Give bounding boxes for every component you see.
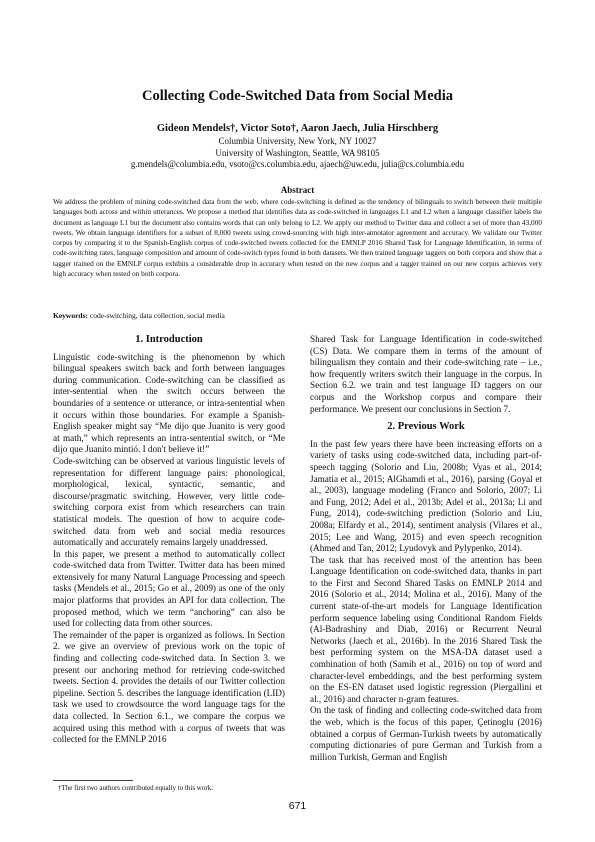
introduction-heading: 1. Introduction [135,334,203,345]
author-emails: g.mendels@columbia.edu, vsoto@cs.columbia.edu, ajaech@uw.edu, julia@cs.columbia.edu [130,159,465,169]
abstract-heading: Abstract [280,185,315,195]
affiliation-washington: University of Washington, Seattle, WA 98105 [215,147,380,158]
intro-paragraph-1: Linguistic code-switching is the phenomenon by which bilingual speakers switch back and forth between languages during communication. Code-switching can be classified as inter-sentential when the switch occurs between the boundaries of a sentence or utterance, or intra-sentential when it occurs within those boundaries. For example a Spanish-English speaker might say “Me dijo que Juanito is very good at math,” which represents an intra-sentential switch, or “Me dijo que Juanito mintió. I don't believe it!” [53,351,285,455]
affiliation-columbia: Columbia University, New York, NY 10027 [218,136,377,146]
paper-header [60,88,535,171]
author-list: Gideon Mendels†, Victor Soto†, Aaron Jaech, Julia Hirschberg [156,123,439,134]
previous-work-paragraph-2: The task that has received most of the attention has been Language Identification on code-switched data, thanks in part to the First and Second Shared Tasks on EMNLP 2014 and 2016 (Solorio et al., 2014; Molina et al., 2016). Many of the current state-of-the-art models for Language Identification perform sequence labeling using Conditional Random Fields (Al-Badrashiny and Diab, 2016) or Recurrent Neural Networks (Jaech et al., 2016b). In the 2016 Shared Task the best performing system on the MSA-DA dataset used a combination of both (Samih et al., 2016) on top of word and character-level embeddings, and the best performing system on the ES-EN dataset used logistic regression (Piergallini et al., 2016) and character n-gram features. [310,554,542,704]
intro-paragraph-3: In this paper, we present a method to automatically collect code-switched data from Twitter. Twitter data has been mined extensively for many Natural Language Processing and speech tasks (Mendels et al., 2015; Go et al., 2009) as one of the only major platforms that provides an API for data collection. The proposed method, which we term “anchoring” can also be used for collecting data from other sources. [53,548,285,629]
previous-work-heading: 2. Previous Work [387,421,465,433]
previous-work-paragraph-3: On the task of finding and collecting code-switched data from the web, which is the focus of this paper, Çetinoglu (2016) obtained a corpus of German-Turkish tweets by automatically computing dictionaries of pure German and Turkish from a million Turkish, German and English [310,705,542,762]
footnote: †The first two authors contributed equally to this work. [58,784,213,792]
right-column [310,334,542,763]
keywords-label: Keywords: [53,311,88,320]
intro-paragraph-continued: Shared Task for Language Identification in code-switched (CS) Data. We compare them in terms of the amount of bilingualism they contain and their code-switching rate – i.e., how frequently writers switch their language in the corpus. In Section 6.2. we train and test language ID taggers on our corpus and the Workshop corpus and compare their performance. We present our conclusions in Section 7. [310,334,542,414]
keywords-text: code-switching, data collection, social media [89,311,225,320]
abstract-text: We address the problem of mining code-switched data from the web, where code-switching is defined as the tendency of bilinguals to switch between their multiple languages both across and within utterances. We propose a method that identifies data as code-switched in languages L1 and L2 when a language classifier labels the document as language L1 but the document also contains words that can only belong to L2. We apply our method to Twitter data and collect a set of more than 43,000 tweets. We obtain language identifiers for a subset of 8,000 tweets using crowd-sourcing with high inter-annotator agreement and accuracy. We validate our Twitter corpus by comparing it to the Spanish-English corpus of code-switched tweets collected for the EMNLP 2016 Shared Task for Language Identification, in terms of code-switching rates, language composition and amount of code-switch types found in both datasets. We then trained language taggers on both corpora and show that a tagger trained on the EMNLP corpus exhibits a considerable drop in accuracy when tested on the new corpus and a tagger trained on our new corpus achieves very high accuracy when tested on both corpora. [53,197,542,279]
footnote-rule [53,780,133,781]
previous-work-paragraph-1: In the past few years there have been increasing efforts on a variety of tasks using code-switched data, including part-of-speech tagging (Solorio and Liu, 2008b; Vyas et al., 2014; Jamatia et al., 2015; AlGhamdi et al., 2016), parsing (Goyal et al., 2003), language modeling (Franco and Solorio, 2007; Li and Fung, 2012; Adel et al., 2013b; Adel et al., 2013a; Li and Fung, 2014), code-switching prediction (Solorio and Liu, 2008a; Elfardy et al., 2014), sentiment analysis (Vilares et al., 2015; Lee and Wang, 2015) and even speech recognition (Ahmed and Tan, 2012; Lyudovyk and Pylypenko, 2014). [310,438,542,554]
abstract-block [53,185,542,279]
page-number: 671 [288,800,307,812]
intro-paragraph-2: Code-switching can be observed at various linguistic levels of representation for different language pairs: phonological, morphological, lexical, syntactic, semantic, and discourse/pragmatic switching. However, very little code-switching corpora exist from which researchers can train statistical models. The question of how to acquire code-switched data from web and social media resources automatically and accurately remains largely unaddressed. [53,455,285,548]
paper-title: Collecting Code-Switched Data from Social Media [141,88,454,104]
left-column [53,334,285,746]
intro-paragraph-4: The remainder of the paper is organized as follows. In Section 2. we give an overview of previous work on the topic of finding and collecting code-switched data. In Section 3. we present our anchoring method for retrieving code-switched tweets. Section 4. provides the details of our Twitter collection pipeline. Section 5. describes the language identification (LID) task we used to crowdsource the word language tags for the data collected. In Section 6.1., we compare the corpus we acquired using this method with a corpus of tweets that was collected for the EMNLP 2016 [53,629,285,745]
keywords-line [53,311,542,320]
